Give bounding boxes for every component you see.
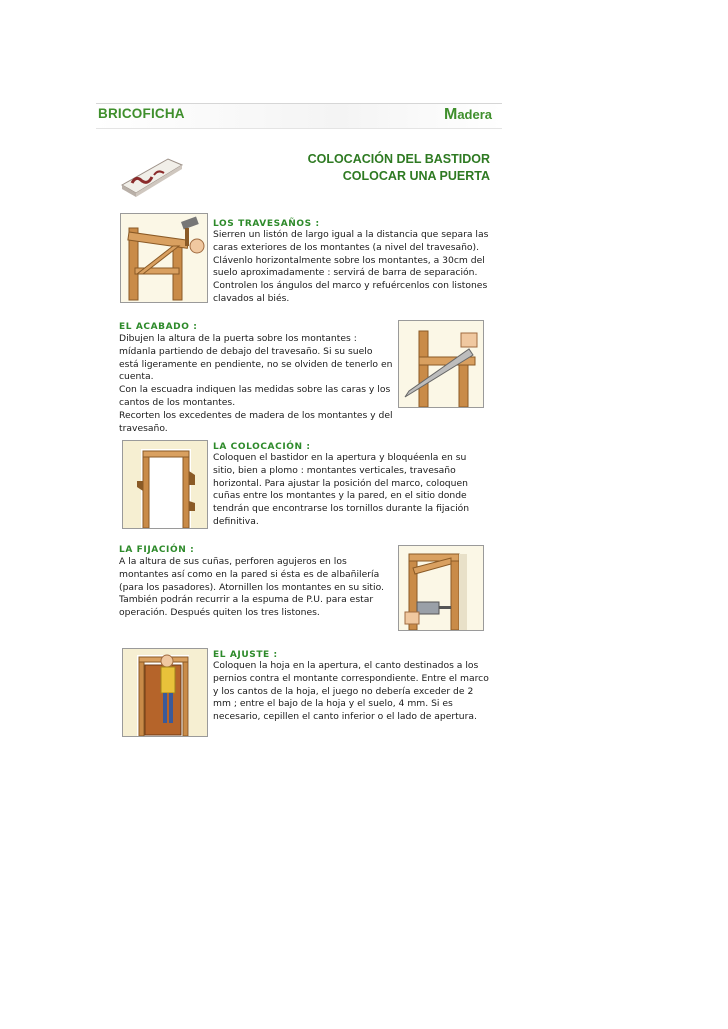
text-line: Con la escuadra indiquen las medidas sobre las caras y los: [119, 384, 391, 396]
section-heading-colocacion: LA COLOCACIÓN :: [213, 442, 311, 452]
text-line: Controlen los ángulos del marco y refuércenlos con listones: [213, 280, 488, 292]
text-line: mm ; entre el bajo de la hoja y el suelo, 4 mm. Si es: [213, 698, 453, 710]
text-line: cuñas entre los montantes y la pared, en el sitio donde: [213, 490, 467, 502]
section-text-ajuste: [213, 660, 494, 724]
text-line: está ligeramente en pendiente, no se olviden de tenerlo en: [119, 358, 393, 370]
text-line: montantes así como en la pared si ésta es de albañilería: [119, 568, 380, 580]
text-line: tendrán que encontrarse los tornillos durante la fijación: [213, 503, 470, 515]
text-line: Sierren un listón de largo igual a la distancia que separa las: [213, 229, 489, 240]
section-text-colocacion: [213, 452, 494, 529]
section-heading-fijacion: LA FIJACIÓN :: [119, 545, 195, 555]
text-line: caras exteriores de los montantes (a nivel del travesaño).: [213, 241, 480, 253]
brand-title: BRICOFICHA: [98, 106, 185, 121]
section-text-fijacion: [119, 556, 398, 620]
text-line: suelo aproximadamente : servirá de barra de separación.: [213, 267, 478, 279]
text-line: mídanla partiendo de debajo del travesaño. Si su suelo: [119, 345, 373, 357]
text-line: Clávenlo horizontalmente sobre los montantes, a 30cm del: [213, 254, 485, 266]
text-line: horizontal. Para ajustar la posición del marco, coloquen: [213, 477, 468, 489]
section-heading-ajuste: EL AJUSTE :: [213, 650, 278, 660]
text-line: pernios contra el montante correspondiente. Entre el marco: [213, 672, 489, 684]
text-line: A la altura de sus cuñas, perforen agujeros en los: [119, 556, 347, 567]
saw-cut-illustration: [398, 320, 484, 408]
text-line: clavados al biés.: [213, 292, 290, 304]
frame-hammer-illustration: [120, 213, 208, 303]
text-line: Coloquen la hoja en la apertura, el canto destinados a los: [213, 660, 479, 671]
door-fitting-illustration: [122, 648, 208, 737]
text-line: travesaño.: [119, 422, 168, 434]
text-line: cuenta.: [119, 371, 154, 383]
category-rest: adera: [457, 107, 493, 122]
text-line: sitio, bien a plomo : montantes verticales, travesaño: [213, 464, 456, 476]
frame-in-wall-illustration: [122, 440, 208, 529]
text-line: definitiva.: [213, 515, 259, 527]
wood-plank-logo: [118, 155, 186, 197]
text-line: necesario, cepillen el canto inferior o el lado de apertura.: [213, 711, 477, 723]
page-subtitle: COLOCAR UNA PUERTA: [342, 169, 490, 183]
text-line: También podrán recurrir a la espuma de P.U. para estar: [119, 594, 374, 606]
section-text-acabado: [119, 333, 398, 435]
page-title: COLOCACIÓN DEL BASTIDOR: [307, 152, 490, 166]
section-text-travesanos: [213, 229, 494, 306]
text-line: Dibujen la altura de la puerta sobre los montantes :: [119, 333, 357, 344]
category-initial: M: [444, 106, 458, 123]
text-line: y los cantos de la hoja, el juego no debería exceder de 2: [213, 685, 474, 697]
text-line: Recorten los excedentes de madera de los montantes y del: [119, 409, 393, 421]
section-heading-acabado: EL ACABADO :: [119, 322, 198, 332]
text-line: (para los pasadores). Atornillen los montantes en su sitio.: [119, 581, 384, 593]
text-line: Coloquen el bastidor en la apertura y bloquéenla en su: [213, 452, 467, 463]
section-heading-travesanos: LOS TRAVESAÑOS :: [213, 219, 320, 229]
text-line: cantos de los montantes.: [119, 396, 236, 408]
drill-frame-illustration: [398, 545, 484, 631]
category-label: [444, 106, 492, 124]
text-line: operación. Después quiten los tres listones.: [119, 607, 320, 619]
